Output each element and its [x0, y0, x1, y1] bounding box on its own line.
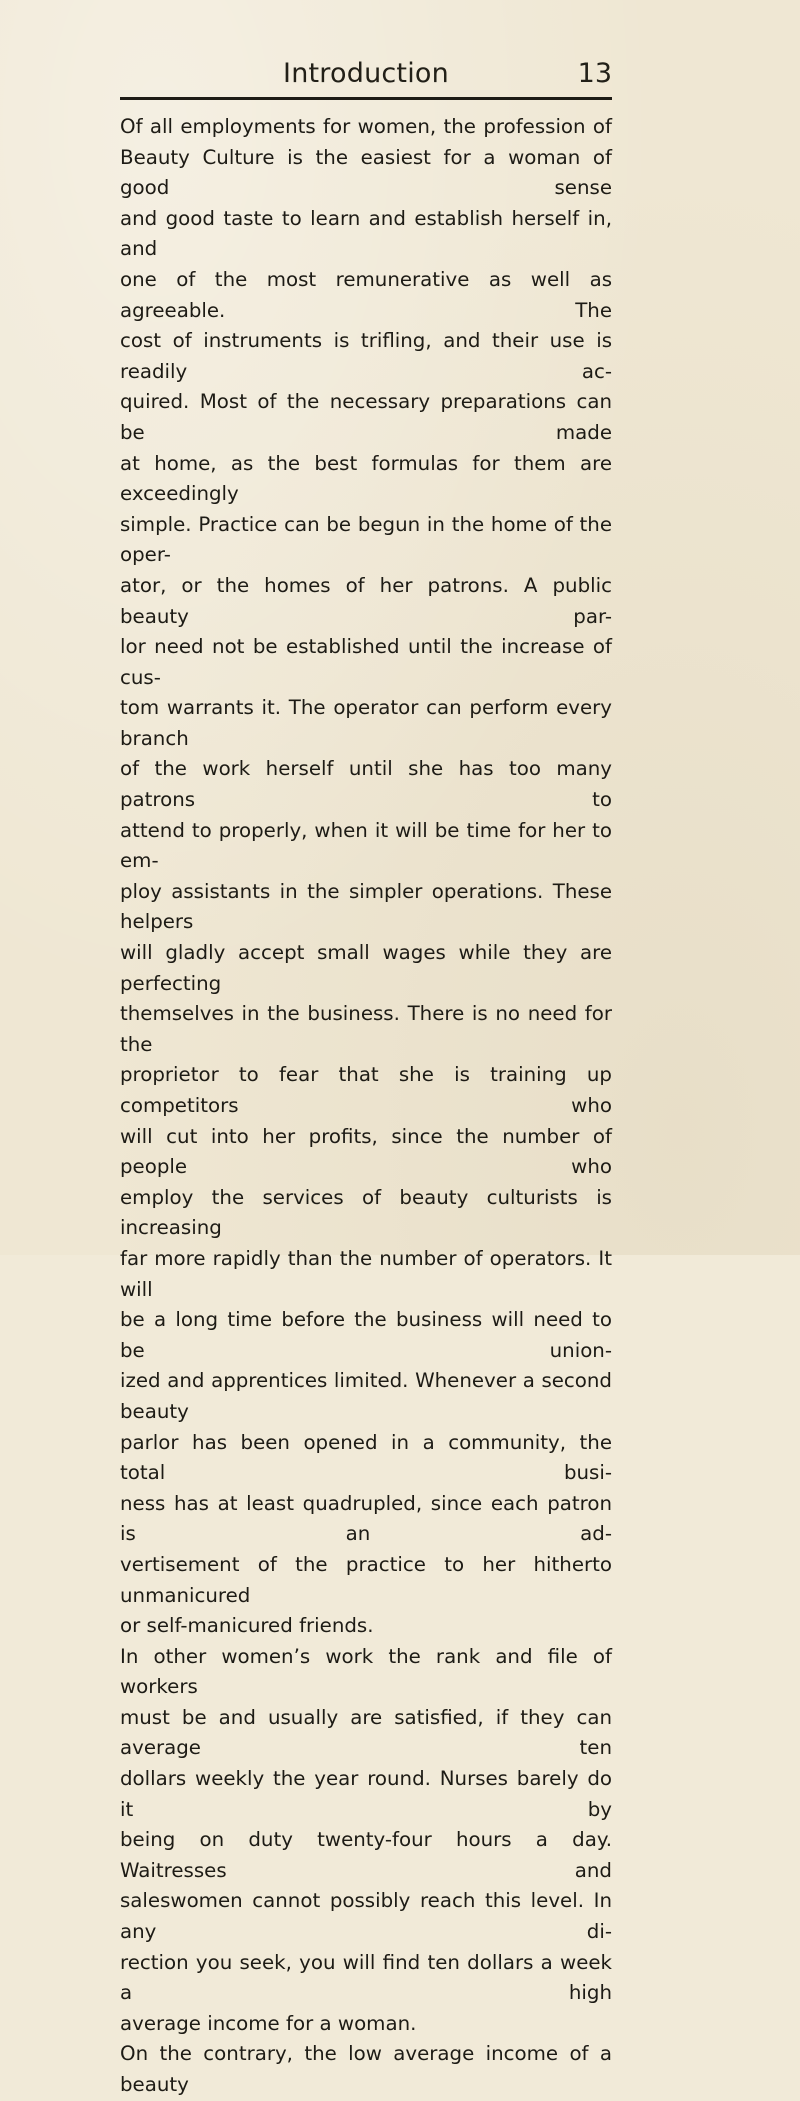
text-line: at home, as the best formulas for them are exceedingly — [120, 451, 612, 506]
text-line: parlor has been opened in a community, the total busi- — [120, 1430, 612, 1485]
text-line: tom warrants it. The operator can perform every branch — [120, 696, 612, 750]
text-line: will cut into her profits, since the number of people who — [120, 1124, 612, 1179]
text-line: ator, or the homes of her patrons. A public beauty par- — [120, 573, 612, 628]
header-rule — [120, 97, 612, 100]
text-line: On the contrary, the low average income of a beauty — [120, 2042, 612, 2096]
text-line: Of all employments for women, the profession of — [120, 115, 612, 138]
text-line: attend to properly, when it will be time for her to em- — [120, 818, 612, 873]
text-line: dollars weekly the year round. Nurses barely do it by — [120, 1767, 612, 1821]
text-line: be a long time before the business will need to be union- — [120, 1308, 612, 1362]
text-line: themselves in the business. There is no need for the — [120, 1002, 612, 1056]
text-line: ploy assistants in the simpler operations. These helpers — [120, 879, 612, 934]
text-line: Beauty Culture is the easiest for a woman of good sense — [120, 145, 612, 200]
text-line: of the work herself until she has too many patrons to — [120, 757, 612, 812]
text-line: In other women’s work the rank and file of workers — [120, 1644, 612, 1699]
body-text — [120, 112, 612, 2101]
text-line: will gladly accept small wages while they are perfecting — [120, 941, 612, 995]
running-title: Introduction — [283, 58, 449, 89]
text-line: rection you seek, you will find ten dollars a week a high — [120, 1950, 612, 2005]
text-line: and good taste to learn and establish herself in, and — [120, 206, 612, 261]
text-line: quired. Most of the necessary preparations can be made — [120, 390, 612, 444]
text-line: far more rapidly than the number of operators. It will — [120, 1246, 612, 1301]
text-line: ized and apprentices limited. Whenever a second beauty — [120, 1369, 612, 1423]
text-line: simple. Practice can be begun in the home of the oper- — [120, 512, 612, 567]
text-line: vertisement of the practice to her hitherto unmanicured — [120, 1552, 612, 1607]
text-line: or self-manicured friends. — [120, 1614, 374, 1638]
text-line: lor need not be established until the increase of cus- — [120, 635, 612, 689]
page-header — [120, 52, 612, 92]
text-line: employ the services of beauty culturists is increasing — [120, 1185, 612, 1240]
text-line: proprietor to fear that she is training up competitors who — [120, 1063, 612, 1117]
page-number: 13 — [577, 58, 612, 89]
text-line: ness has at least quadrupled, since each patron is an ad- — [120, 1491, 612, 1546]
text-line: being on duty twenty-four hours a day. Waitresses and — [120, 1828, 612, 1882]
text-line: average income for a woman. — [120, 2011, 417, 2035]
text-line: saleswomen cannot possibly reach this level. In any di- — [120, 1889, 612, 1944]
text-line: must be and usually are satisfied, if they can average ten — [120, 1705, 612, 1760]
text-line: one of the most remunerative as well as agreeable. The — [120, 267, 612, 322]
text-line: cost of instruments is trifling, and their use is readily ac- — [120, 329, 612, 383]
